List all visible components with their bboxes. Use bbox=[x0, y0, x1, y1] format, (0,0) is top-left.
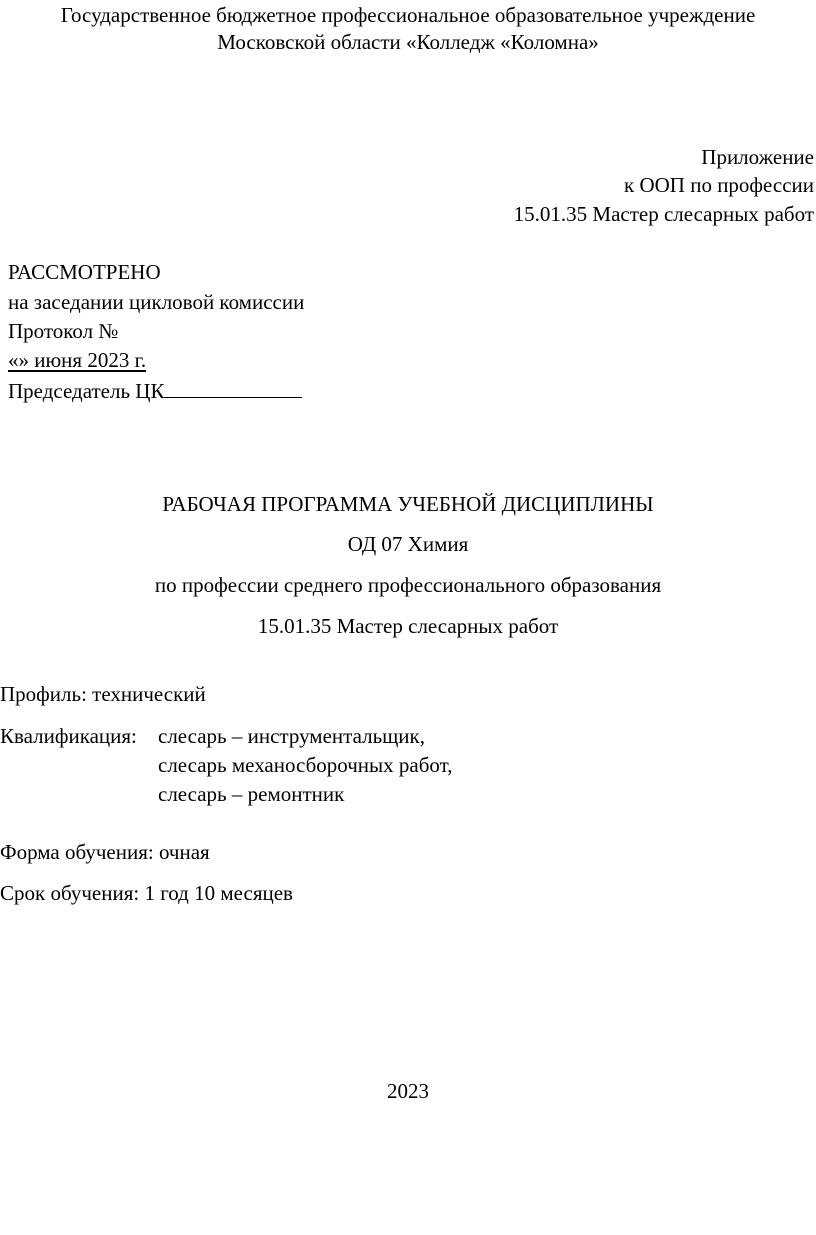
approval-date: «» июня 2023 г. bbox=[8, 348, 147, 372]
institution-name-line-2: Московской области «Колледж «Коломна» bbox=[217, 30, 599, 54]
appendix-line-2: к ООП по профессии bbox=[624, 173, 814, 197]
study-form: Форма обучения: очная bbox=[0, 840, 210, 864]
approval-protocol: Протокол № bbox=[8, 319, 119, 343]
qualification-item: слесарь механосборочных работ, bbox=[158, 753, 453, 777]
program-title: РАБОЧАЯ ПРОГРАММА УЧЕБНОЙ ДИСЦИПЛИНЫ bbox=[162, 492, 654, 516]
signature-line bbox=[164, 380, 302, 398]
qualification-label: Квалификация: bbox=[0, 724, 137, 748]
approval-meeting: на заседании цикловой комиссии bbox=[8, 290, 305, 314]
profession-name: 15.01.35 Мастер слесарных работ bbox=[257, 614, 559, 638]
discipline-name: ОД 07 Химия bbox=[347, 532, 469, 556]
qualification-item: слесарь – ремонтник bbox=[158, 782, 345, 806]
appendix-line-3: 15.01.35 Мастер слесарных работ bbox=[513, 202, 814, 226]
approval-title: РАССМОТРЕНО bbox=[8, 260, 161, 284]
profile: Профиль: технический bbox=[0, 682, 206, 706]
approval-chairman: Председатель ЦК bbox=[8, 379, 165, 403]
appendix-line-1: Приложение bbox=[701, 145, 814, 169]
qualification-item: слесарь – инструментальщик, bbox=[158, 724, 426, 748]
study-period: Срок обучения: 1 год 10 месяцев bbox=[0, 881, 293, 905]
institution-name-line-1: Государственное бюджетное профессиональное образовательное учреждение bbox=[60, 3, 756, 27]
profession-label: по профессии среднего профессионального образования bbox=[154, 573, 662, 597]
footer-year: 2023 bbox=[387, 1079, 429, 1103]
approval-chairman-row bbox=[8, 380, 302, 402]
